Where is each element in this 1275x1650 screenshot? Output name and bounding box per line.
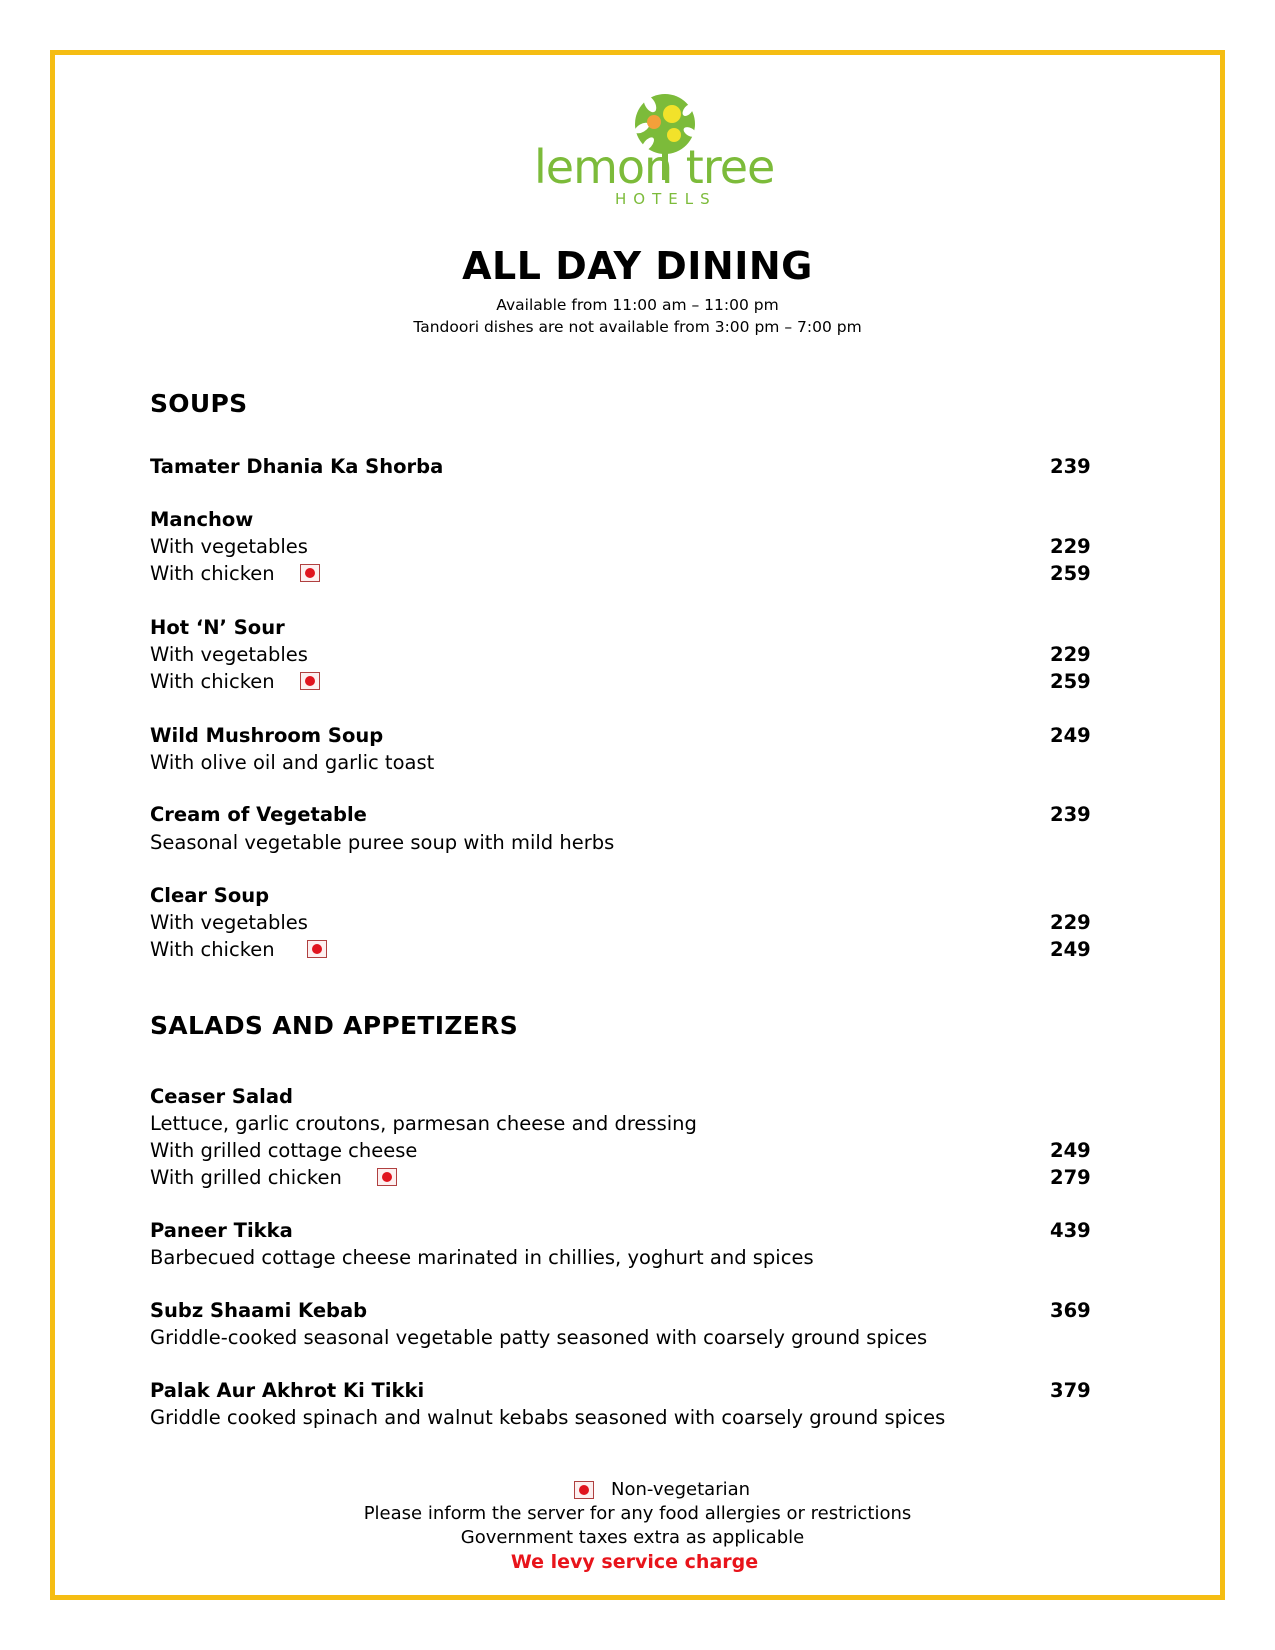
- non-veg-icon: [300, 672, 320, 690]
- brand-subtitle: HOTELS: [615, 190, 717, 208]
- item-description: Barbecued cottage cheese marinated in chillies, yoghurt and spices: [150, 1246, 814, 1269]
- hours-note: Available from 11:00 am – 11:00 pm: [496, 296, 779, 314]
- item-name: Hot ‘N’ Sour: [150, 616, 285, 639]
- item-name: Manchow: [150, 508, 254, 531]
- item-option: With vegetables: [150, 911, 308, 934]
- item-option: With chicken: [150, 562, 275, 585]
- item-price: 279: [1050, 1166, 1091, 1189]
- item-price: 249: [1050, 724, 1091, 747]
- item-price: 229: [1050, 535, 1091, 558]
- item-description: Griddle-cooked seasonal vegetable patty seasoned with coarsely ground spices: [150, 1326, 928, 1349]
- item-option: With vegetables: [150, 643, 308, 666]
- item-name: Tamater Dhania Ka Shorba: [150, 455, 444, 478]
- item-name: Paneer Tikka: [150, 1219, 293, 1242]
- item-description: Lettuce, garlic croutons, parmesan cheese and dressing: [150, 1112, 697, 1135]
- item-price: 229: [1050, 911, 1091, 934]
- item-price: 249: [1050, 1139, 1091, 1162]
- tandoori-note: Tandoori dishes are not available from 3:00 pm – 7:00 pm: [413, 318, 862, 336]
- item-option: With chicken: [150, 670, 275, 693]
- lemon-tree-logo: [520, 88, 775, 218]
- service-charge-note: We levy service charge: [510, 1551, 759, 1573]
- item-option: With chicken: [150, 938, 275, 961]
- section-title-soups: SOUPS: [150, 389, 248, 418]
- item-price: 239: [1050, 803, 1091, 826]
- brand-name: lemon tree: [534, 140, 775, 194]
- page-title: ALL DAY DINING: [462, 244, 813, 288]
- item-description: With olive oil and garlic toast: [150, 751, 435, 774]
- item-price: 369: [1050, 1299, 1091, 1322]
- item-option: With vegetables: [150, 535, 308, 558]
- item-name: Wild Mushroom Soup: [150, 724, 384, 747]
- non-veg-icon: [300, 564, 320, 582]
- tax-note: Government taxes extra as applicable: [460, 1527, 805, 1548]
- item-price: 239: [1050, 455, 1091, 478]
- non-veg-icon: [377, 1168, 397, 1186]
- allergy-note: Please inform the server for any food allergies or restrictions: [363, 1503, 912, 1524]
- item-price: 229: [1050, 643, 1091, 666]
- section-title-salads-appetizers: SALADS AND APPETIZERS: [150, 1011, 519, 1040]
- item-name: Subz Shaami Kebab: [150, 1299, 368, 1322]
- item-option: With grilled cottage cheese: [150, 1139, 418, 1162]
- item-price: 439: [1050, 1219, 1091, 1242]
- item-price: 259: [1050, 670, 1091, 693]
- item-description: Griddle cooked spinach and walnut kebabs seasoned with coarsely ground spices: [150, 1406, 946, 1429]
- item-price: 379: [1050, 1379, 1091, 1402]
- item-description: Seasonal vegetable puree soup with mild herbs: [150, 831, 615, 854]
- non-veg-icon: [307, 940, 327, 958]
- item-name: Ceaser Salad: [150, 1085, 293, 1108]
- item-price: 259: [1050, 562, 1091, 585]
- non-veg-legend-icon: [574, 1481, 594, 1499]
- item-name: Palak Aur Akhrot Ki Tikki: [150, 1379, 425, 1402]
- item-option: With grilled chicken: [150, 1166, 342, 1189]
- item-name: Clear Soup: [150, 884, 270, 907]
- item-price: 249: [1050, 938, 1091, 961]
- item-name: Cream of Vegetable: [150, 803, 367, 826]
- legend-label: Non-vegetarian: [611, 1479, 751, 1500]
